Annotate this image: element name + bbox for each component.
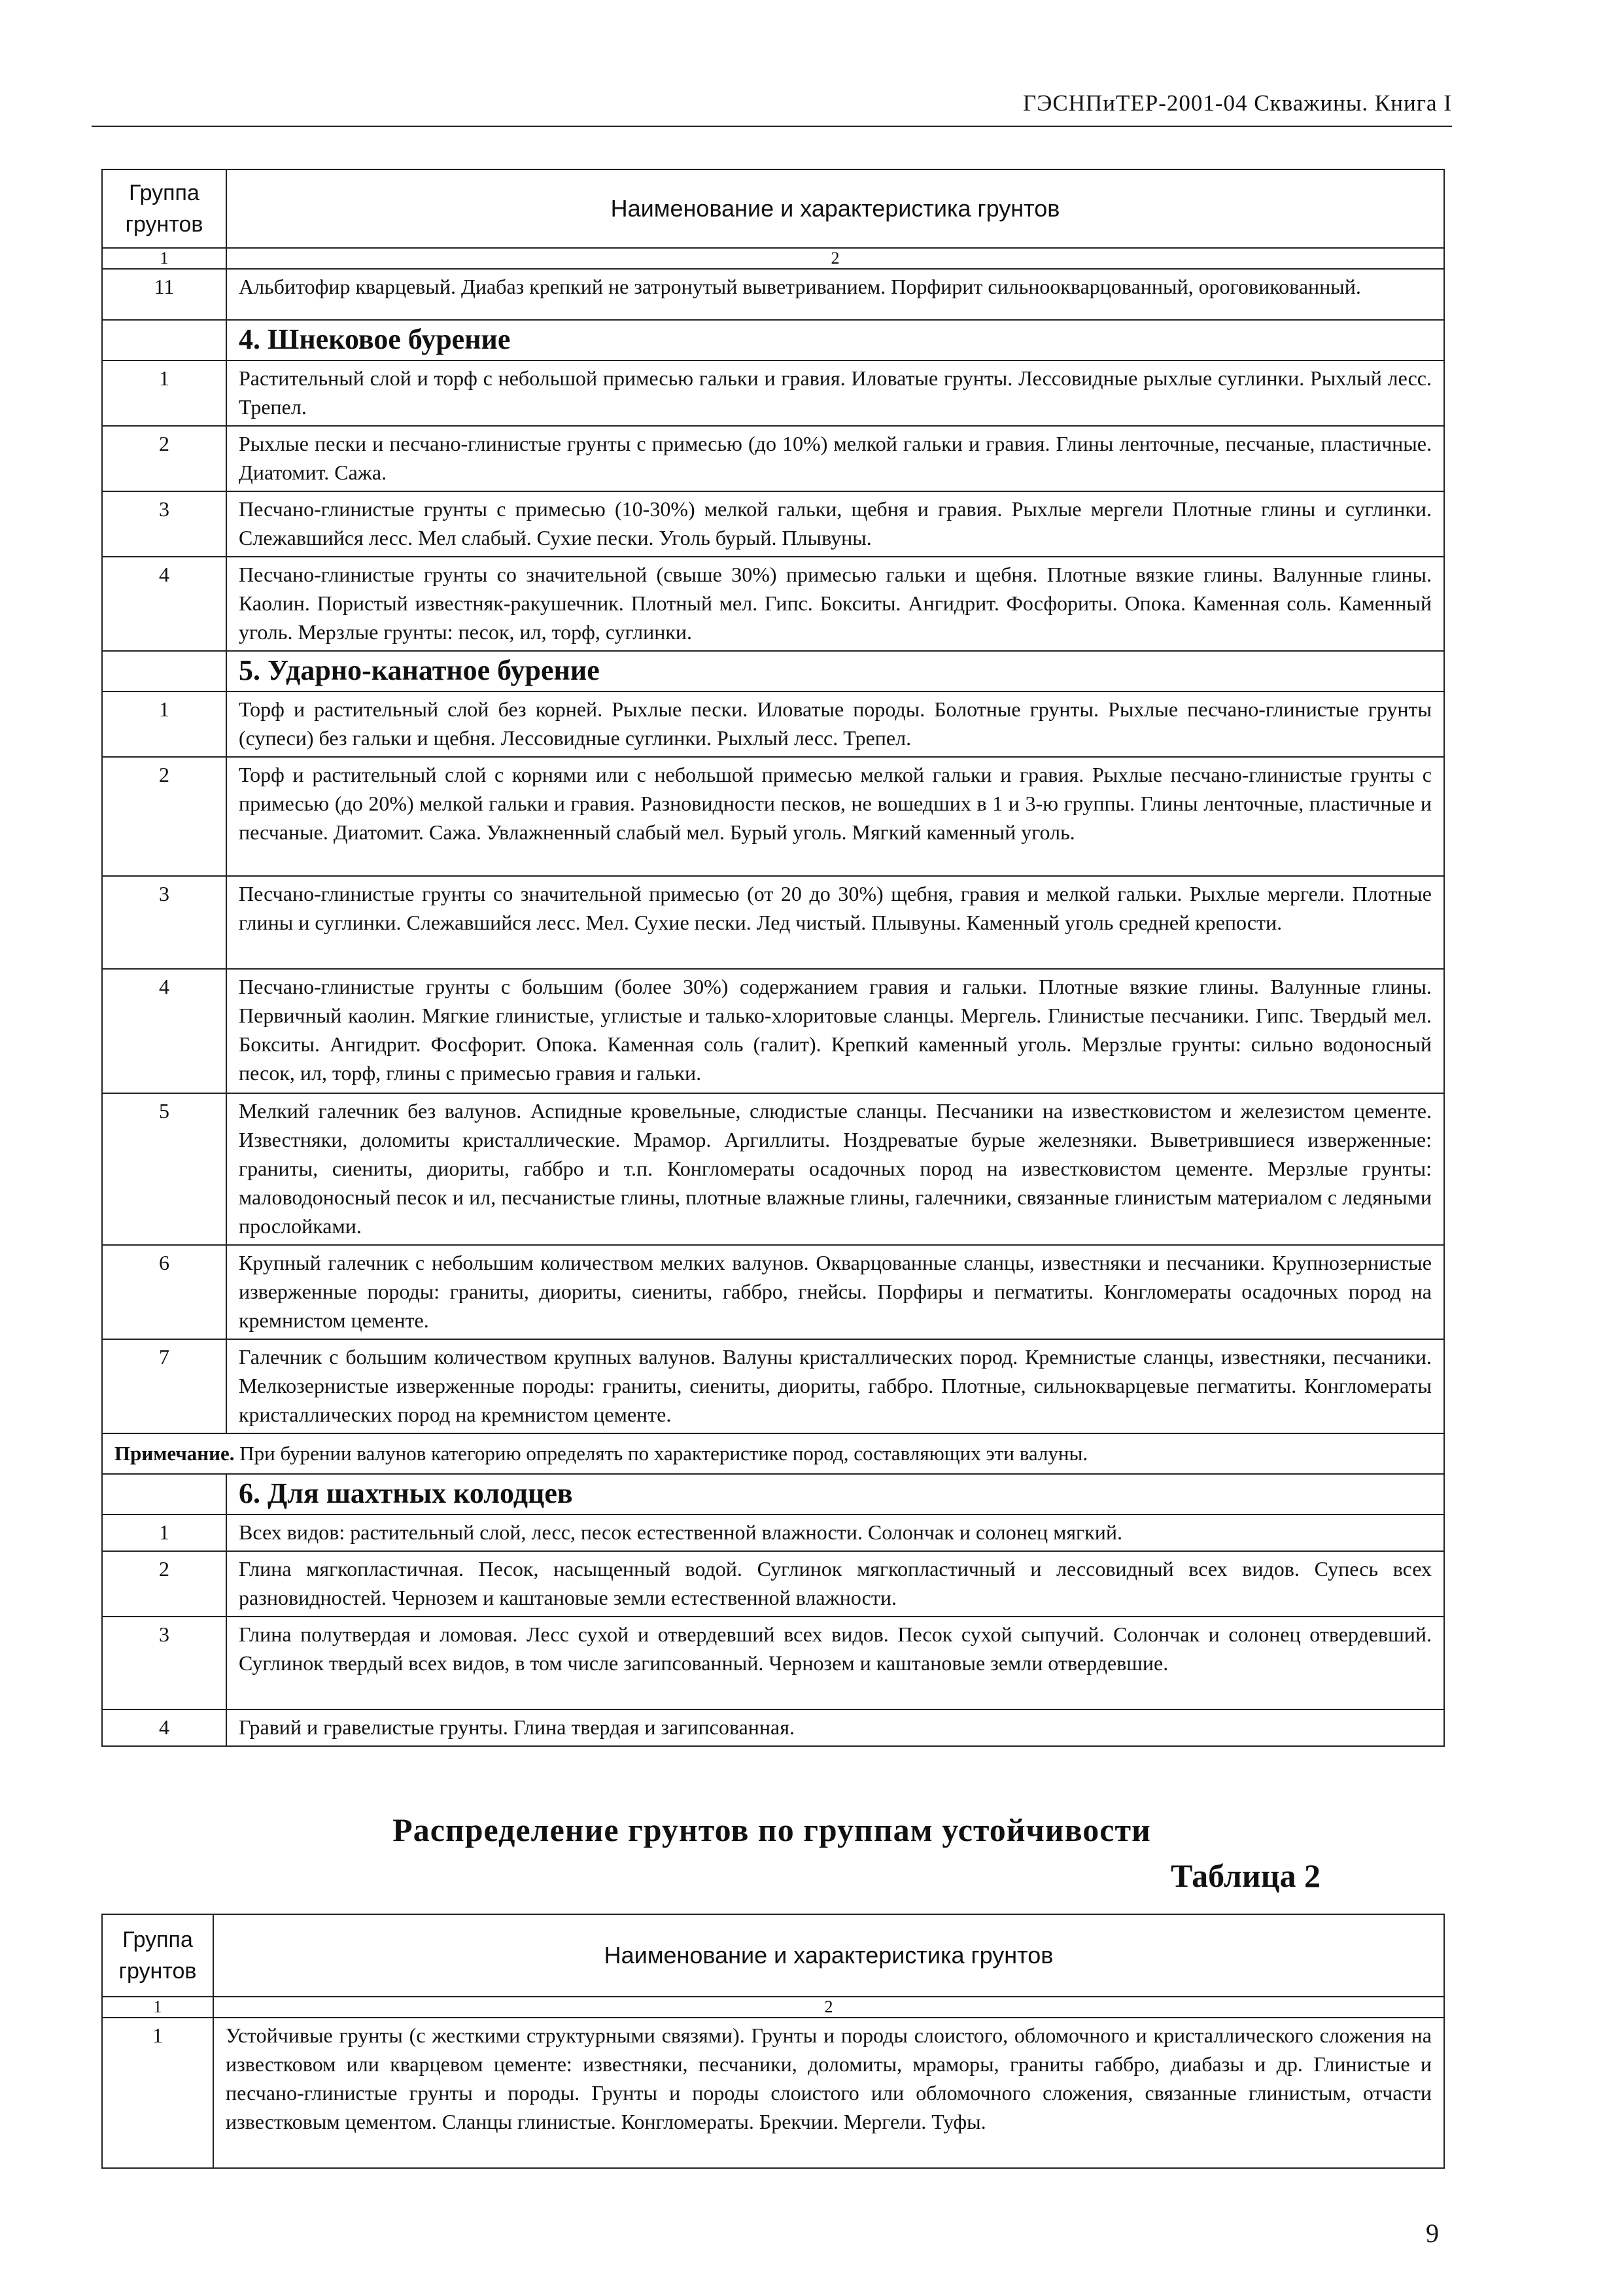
- note-row: [102, 1433, 1444, 1474]
- group-cell: 2: [102, 1551, 226, 1617]
- table-row: [102, 1339, 1444, 1433]
- description-cell: Крупный галечник с небольшим количеством мелких валунов. Окварцованные сланцы, известняки и песчаники. Крупнозернистые изверженные породы: граниты, диориты, сиениты, габбро, гнейсы. Порфиры и пегматиты. Конгломераты осадочных пород на кремнистом цементе.: [226, 1245, 1444, 1339]
- table-row: [102, 757, 1444, 876]
- description-cell: Всех видов: растительный слой, лесс, песок естественной влажности. Солончак и солонец мягкий.: [226, 1515, 1444, 1551]
- group-cell: 6: [102, 1245, 226, 1339]
- table-header-row: [102, 1914, 1444, 1997]
- column-header-group: Группа грунтов: [102, 1914, 213, 1997]
- description-cell: Глина полутвердая и ломовая. Лесс сухой и отвердевший всех видов. Песок сухой сыпучий. Солончак и солонец отвердевший. Суглинок твердый всех видов, в том числе загипсованный. Чернозем и каштановые земли отвердевшие.: [226, 1617, 1444, 1709]
- table-row: [102, 969, 1444, 1093]
- table-row: [102, 692, 1444, 757]
- table-row: [102, 1551, 1444, 1617]
- table-row: [102, 1245, 1444, 1339]
- section-heading: 4. Шнековое бурение: [226, 320, 1444, 360]
- table-row: [102, 269, 1444, 320]
- table-row: [102, 491, 1444, 557]
- column-header-description: Наименование и характеристика грунтов: [226, 169, 1444, 248]
- description-cell: Песчано-глинистые грунты с примесью (10-30%) мелкой гальки, щебня и гравия. Рыхлые мергели Плотные глины и суглинки. Слежавшийся лесс. Мел слабый. Сухие пески. Уголь бурый. Плывуны.: [226, 491, 1444, 557]
- column-number: 2: [226, 248, 1444, 269]
- header-rule: [92, 126, 1452, 127]
- description-cell: Мелкий галечник без валунов. Аспидные кровельные, слюдистые сланцы. Песчаники на известковистом и железистом цементе. Известняки, доломиты кристаллические. Мрамор. Аргиллиты. Ноздреватые бурые железняки. Выветрившиеся изверженные: граниты, сиениты, диориты, габбро и т.п. Конгломераты осадочных пород на известковистом цементе. Мерзлые грунты: маловодоносный песок и ил, песчанистые глины, плотные влажные глины, галечники, связанные глинистым материалом с ледяными прослойками.: [226, 1093, 1444, 1245]
- table-row: [102, 2018, 1444, 2168]
- note-label: Примечание.: [114, 1442, 235, 1465]
- group-cell: 4: [102, 969, 226, 1093]
- column-number: 1: [102, 1997, 213, 2018]
- table-row: [102, 426, 1444, 491]
- empty-cell: [102, 651, 226, 692]
- column-number-row: [102, 248, 1444, 269]
- section-row: [102, 651, 1444, 692]
- description-cell: Торф и растительный слой с корнями или с небольшой примесью мелкой гальки и гравия. Рыхлые песчано-глинистые грунты с примесью (до 20%) мелкой гальки и гравия. Разновидности песков, не вошедших в 1 и 3-ю группы. Глины ленточные, пластичные и песчаные. Диатомит. Сажа. Увлажненный слабый мел. Бурый уголь. Мягкий каменный уголь.: [226, 757, 1444, 876]
- empty-cell: [102, 1474, 226, 1515]
- table-row: [102, 1515, 1444, 1551]
- soil-groups-table: [101, 169, 1445, 1747]
- column-number: 2: [213, 1997, 1444, 2018]
- column-number-row: [102, 1997, 1444, 2018]
- description-cell: Рыхлые пески и песчано-глинистые грунты с примесью (до 10%) мелкой гальки и гравия. Глины ленточные, песчаные, пластичные. Диатомит. Сажа.: [226, 426, 1444, 491]
- group-cell: 3: [102, 491, 226, 557]
- table-row: [102, 360, 1444, 426]
- description-cell: Песчано-глинистые грунты со значительной (свыше 30%) примесью гальки и щебня. Плотные вязкие глины. Валунные глины. Каолин. Пористый известняк-ракушечник. Плотный мел. Гипс. Бокситы. Ангидрит. Фосфориты. Опока. Каменная соль. Каменный уголь. Мерзлые грунты: песок, ил, торф, суглинки.: [226, 557, 1444, 651]
- running-header: ГЭСНПиТЕР-2001-04 Скважины. Книга I: [1023, 90, 1452, 116]
- table2-label: Таблица 2: [1171, 1857, 1321, 1894]
- group-cell: 11: [102, 269, 226, 320]
- group-cell: 2: [102, 757, 226, 876]
- table-header-row: [102, 169, 1444, 248]
- section-row: [102, 1474, 1444, 1515]
- group-cell: 2: [102, 426, 226, 491]
- group-cell: 5: [102, 1093, 226, 1245]
- page-number: 9: [1426, 2218, 1439, 2248]
- group-cell: 4: [102, 1709, 226, 1746]
- column-number: 1: [102, 248, 226, 269]
- table-row: [102, 1709, 1444, 1746]
- description-cell: Альбитофир кварцевый. Диабаз крепкий не затронутый выветриванием. Порфирит сильноокварцованный, ороговикованный.: [226, 269, 1444, 320]
- stability-groups-table: [101, 1914, 1445, 2169]
- description-cell: Растительный слой и торф с небольшой примесью гальки и гравия. Иловатые грунты. Лессовидные рыхлые суглинки. Рыхлый лесс. Трепел.: [226, 360, 1444, 426]
- group-cell: 1: [102, 1515, 226, 1551]
- column-header-group: Группа грунтов: [102, 169, 226, 248]
- section-heading: 5. Ударно-канатное бурение: [226, 651, 1444, 692]
- table2-title: Распределение грунтов по группам устойчивости: [392, 1812, 1151, 1848]
- group-cell: 1: [102, 692, 226, 757]
- group-cell: 1: [102, 360, 226, 426]
- note-text: При бурении валунов категорию определять по характеристике пород, составляющих эти валуны.: [234, 1442, 1088, 1465]
- description-cell: Торф и растительный слой без корней. Рыхлые пески. Иловатые породы. Болотные грунты. Рыхлые песчано-глинистые грунты (супеси) без гальки и щебня. Лессовидные суглинки. Рыхлый лесс. Трепел.: [226, 692, 1444, 757]
- group-cell: 1: [102, 2018, 213, 2168]
- group-cell: 3: [102, 1617, 226, 1709]
- description-cell: Гравий и гравелистые грунты. Глина твердая и загипсованная.: [226, 1709, 1444, 1746]
- table-row: [102, 557, 1444, 651]
- group-cell: 7: [102, 1339, 226, 1433]
- description-cell: Глина мягкопластичная. Песок, насыщенный водой. Суглинок мягкопластичный и лессовидный всех видов. Супесь всех разновидностей. Чернозем и каштановые земли естественной влажности.: [226, 1551, 1444, 1617]
- description-cell: Устойчивые грунты (с жесткими структурными связями). Грунты и породы слоистого, обломочного и кристаллического сложения на известковом или кварцевом цементе: известняки, песчаники, доломиты, мраморы, граниты габбро, диабазы и др. Глинистые и песчано-глинистые грунты и породы. Грунты и породы слоистого или обломочного сложения, связанные глинистым, отчасти известковым цементом. Сланцы глинистые. Конгломераты. Брекчии. Мергели. Туфы.: [213, 2018, 1444, 2168]
- group-cell: 4: [102, 557, 226, 651]
- table-row: [102, 1617, 1444, 1709]
- table-note: [102, 1433, 1444, 1474]
- description-cell: Песчано-глинистые грунты со значительной примесью (от 20 до 30%) щебня, гравия и мелкой гальки. Рыхлые мергели. Плотные глины и суглинки. Слежавшийся лесс. Мел. Сухие пески. Лед чистый. Плывуны. Каменный уголь средней крепости.: [226, 876, 1444, 969]
- table-row: [102, 876, 1444, 969]
- group-cell: 3: [102, 876, 226, 969]
- table-row: [102, 1093, 1444, 1245]
- empty-cell: [102, 320, 226, 360]
- description-cell: Песчано-глинистые грунты с большим (более 30%) содержанием гравия и гальки. Плотные вязкие глины. Валунные глины. Первичный каолин. Мягкие глинистые, углистые и талько-хлоритовые сланцы. Мергель. Глинистые песчаники. Гипс. Твердый мел. Бокситы. Ангидрит. Фосфорит. Опока. Каменная соль (галит). Крепкий каменный уголь. Мерзлые грунты: сильно водоносный песок, ил, торф, глины с примесью гравия и гальки.: [226, 969, 1444, 1093]
- section-heading: 6. Для шахтных колодцев: [226, 1474, 1444, 1515]
- section-row: [102, 320, 1444, 360]
- description-cell: Галечник с большим количеством крупных валунов. Валуны кристаллических пород. Кремнистые сланцы, известняки, песчаники. Мелкозернистые изверженные породы: граниты, сиениты, диориты, габбро. Плотные, сильнокварцевые пегматиты. Конгломераты кристаллических пород на кремнистом цементе.: [226, 1339, 1444, 1433]
- column-header-description: Наименование и характеристика грунтов: [213, 1914, 1444, 1997]
